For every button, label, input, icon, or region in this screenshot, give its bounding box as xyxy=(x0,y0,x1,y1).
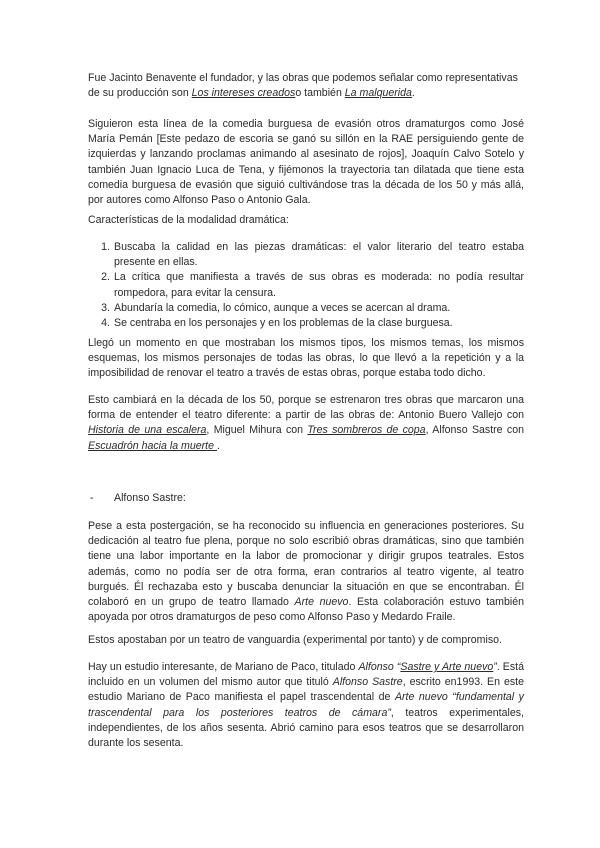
list-number: 3. xyxy=(101,301,110,314)
text: , Miguel Mihura con xyxy=(206,424,308,437)
text: . Esta colaboración estuvo también apoyada por otros dramaturgos de peso como Alfonso Paso y Medardo Fraile. xyxy=(88,596,524,624)
list-number: 2. xyxy=(101,271,110,284)
list-item xyxy=(88,270,524,300)
list-number: 1. xyxy=(101,241,110,253)
list-text: La crítica que manifiesta a través de sus obras es moderada: no podía resultar rompedora, para evitar la censura. xyxy=(114,271,524,299)
paragraph-postergacion xyxy=(88,519,524,625)
paragraph-decada-50 xyxy=(88,393,524,454)
study-title-part: Alfonso “ xyxy=(358,661,401,673)
text: , Alfonso Sastre con xyxy=(425,424,524,437)
work-title-los-intereses-creados: Los intereses creados xyxy=(191,87,296,100)
characteristics-list xyxy=(88,240,524,331)
work-title-arte-nuevo: Arte nuevo xyxy=(294,596,349,609)
text: . Está incluido en un volumen del mismo autor que tituló xyxy=(88,661,524,689)
paragraph-estudio xyxy=(88,660,524,751)
text: o también xyxy=(295,87,345,100)
list-text: Buscaba la calidad en las piezas dramáticas: el valor literario del teatro estaba presente en ellas. xyxy=(114,241,524,269)
work-title-arte-nuevo: Arte nuevo xyxy=(394,691,448,704)
work-title-historia-de-una-escalera: Historia de una escalera xyxy=(88,424,207,437)
list-text: Abundaría la comedia, lo cómico, aunque a veces se acercan al drama. xyxy=(114,301,451,314)
text: Pese a esta postergación, se ha reconocido su influencia en generaciones posteriores. Su dedicación al teatro fue plena, porque no solo escribió obras dramáticas, sino que también tiene una labor importante en la labor de promocionar y dirigir grupos teatrales. Estos además, como no podía ser de otra forma, eran contrarios al teatro vigente, al teatro burgués. Él rechazaba esto y buscaba denunciar la situación en que se encontraban. Él colaboró en un grupo de teatro llamado xyxy=(88,520,524,609)
list-item xyxy=(88,316,524,331)
work-title-la-malquerida: La malquerida xyxy=(344,87,412,100)
text: Hay un estudio interesante, de Mariano de Paco, titulado xyxy=(88,661,359,673)
work-title-tres-sombreros-de-copa: Tres sombreros de copa xyxy=(307,424,426,437)
text: , teatros experimentales, independientes, de los años sesenta. Abrió camino para esos teatros que se desarrollaron durante los sesenta. xyxy=(88,706,524,750)
bullet-alfonso-sastre xyxy=(88,491,524,507)
text: . xyxy=(216,439,220,452)
paragraph-repeticion: Llegó un momento en que mostraban los mismos tipos, los mismos temas, los mismos esquemas, los mismos personajes de todas las obras, lo que llevó a la repetición y a la imposibilidad de renovar el teatro a través de estas obras, porque estaba todo dicho. xyxy=(88,337,524,380)
text: Fue Jacinto Benavente el fundador, y las obras que podemos señalar como representativas de su producción son xyxy=(88,72,518,100)
section-heading-caracteristicas: Características de la modalidad dramática: xyxy=(88,214,289,226)
study-title-underlined: Sastre y Arte nuevo xyxy=(400,661,494,673)
list-text: Se centraba en los personajes y en los problemas de la clase burguesa. xyxy=(114,317,453,330)
list-item xyxy=(88,240,524,270)
paragraph-vanguardia: Estos apostaban por un teatro de vanguardia (experimental por tanto) y de compromiso. xyxy=(88,634,502,646)
paragraph-benavente xyxy=(88,71,524,101)
volume-title: Alfonso Sastre xyxy=(332,676,403,689)
work-title-escuadron-hacia-la-muerte: Escuadrón hacia la muerte xyxy=(88,439,217,452)
paragraph-dramaturgos: Siguieron esta línea de la comedia burguesa de evasión otros dramaturgos como José María Pemán [Este pedazo de escoria se ganó su sillón en la RAE persiguiendo gente de izquierdas y lanzando proclamas animando al asesinato de rojos], Joaquín Calvo Sotelo y también Juan Ignacio Luca de Tena, y fijémonos la trayectoria tan dilatada que tiene esta comedia burguesa de evasión que siguió cultivándose tras la década de los 50 y más allá, por autores como Alfonso Paso o Antonio Gala. xyxy=(88,118,524,207)
list-number: 4. xyxy=(101,317,110,330)
list-item xyxy=(88,301,524,316)
dash-bullet: - xyxy=(90,492,94,504)
quoted-phrase: “fundamental y trascendental para los posteriores teatros de cámara” xyxy=(88,691,524,719)
study-title-close-quote: ” xyxy=(493,661,497,673)
text: . xyxy=(411,87,415,100)
text: , escrito en1993. En este estudio Mariano de Paco manifiesta el papel trascendental de xyxy=(88,676,524,704)
bullet-text: Alfonso Sastre: xyxy=(114,492,186,504)
text: Esto cambiará en la década de los 50, porque se estrenaron tres obras que marcaron una forma de entender el teatro diferente: a partir de las obras de: Antonio Buero Vallejo con xyxy=(88,394,524,422)
